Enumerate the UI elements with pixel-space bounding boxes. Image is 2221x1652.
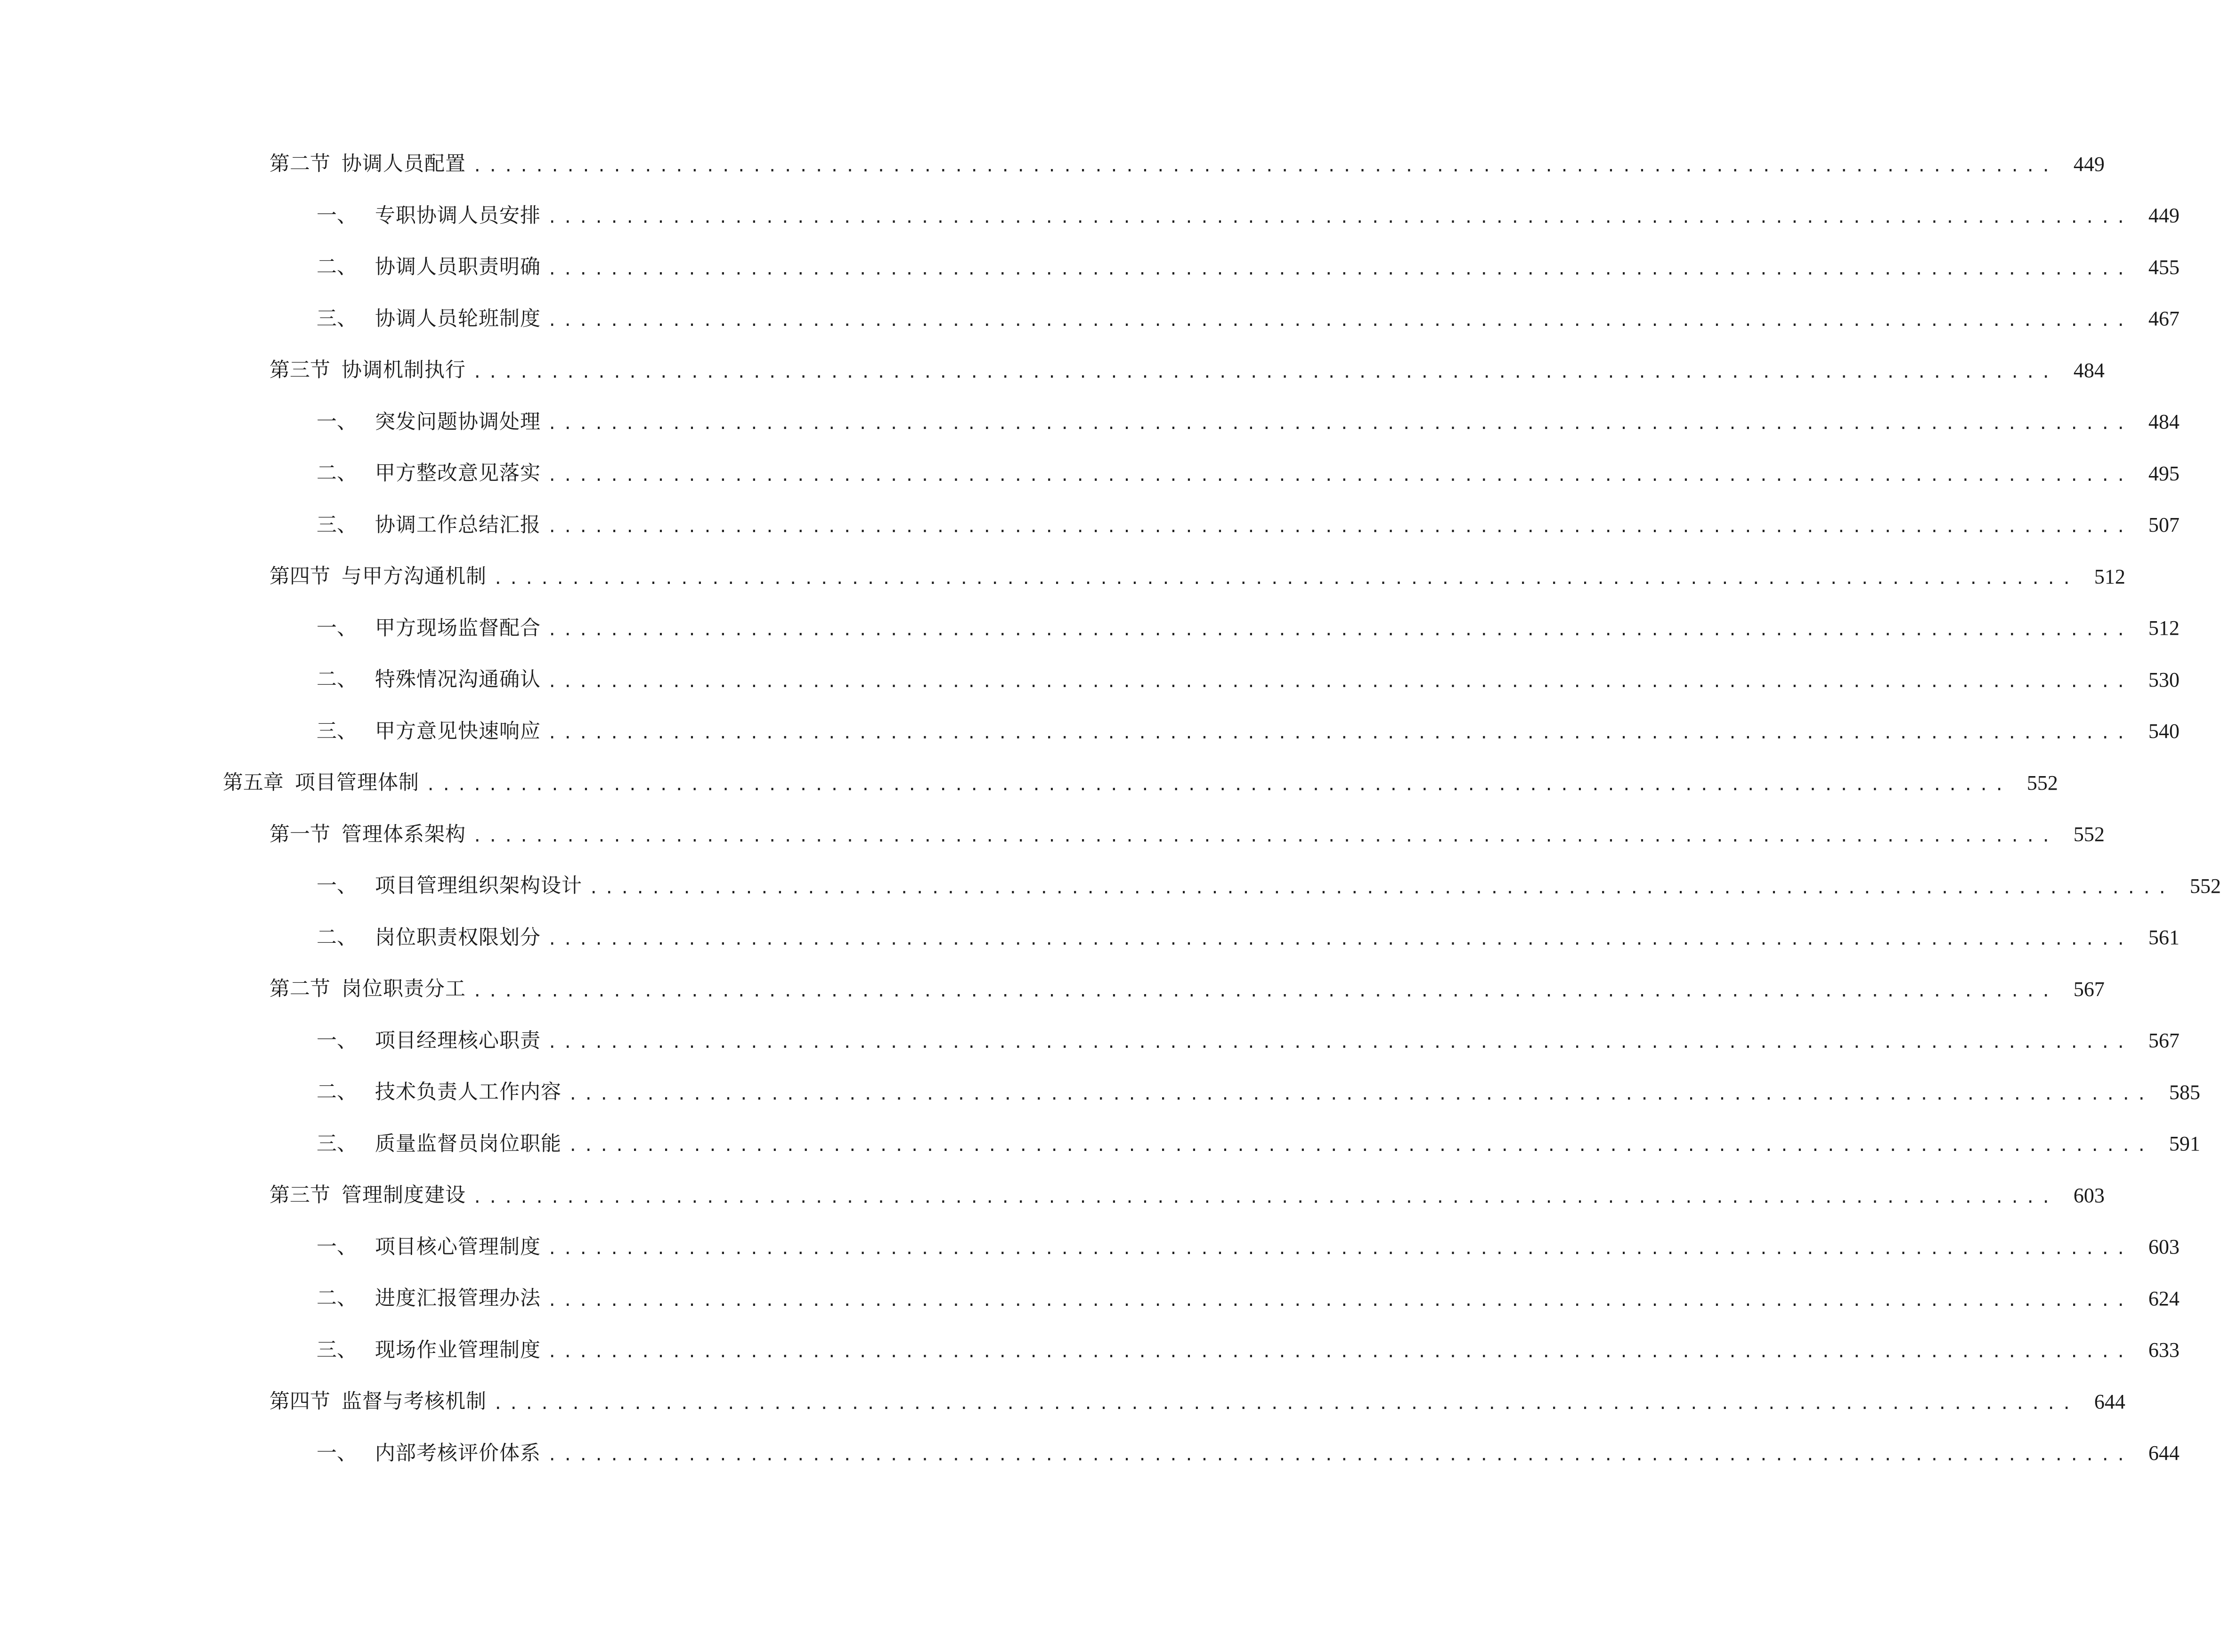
toc-entry-title: 协调人员轮班制度 (375, 307, 541, 331)
toc-entry-number: 第三节 (269, 358, 330, 382)
dot-leader: ...................................................................................................... (589, 878, 2173, 898)
dot-leader: ...................................................................................................... (547, 518, 2132, 537)
toc-entry-page: 585 (2169, 1080, 2200, 1104)
toc-entry-page: 624 (2148, 1287, 2180, 1310)
toc-entry[interactable] (0, 706, 2180, 758)
dot-leader: ...................................................................................................... (547, 930, 2132, 949)
toc-entry-number: 第三节 (269, 1183, 330, 1207)
toc-entry-number: 第二节 (269, 152, 330, 176)
toc-entry-title: 管理体系架构 (342, 822, 466, 846)
dot-leader: ...................................................................................................... (493, 569, 2077, 588)
toc-entry-page: 552 (2073, 823, 2105, 846)
toc-entry-number: 三、 (317, 307, 357, 331)
toc-entry-page: 644 (2148, 1441, 2180, 1465)
toc-entry-number: 二、 (317, 462, 357, 486)
dot-leader: ...................................................................................................... (472, 363, 2057, 382)
toc-entry[interactable] (0, 190, 2180, 242)
toc-entry-number: 一、 (317, 616, 357, 640)
dot-leader: ...................................................................................................... (547, 1033, 2132, 1053)
toc-entry-title: 项目核心管理制度 (375, 1235, 541, 1259)
toc-entry-page: 603 (2148, 1235, 2180, 1259)
toc-entry-number: 二、 (317, 1080, 357, 1104)
toc-entry-title: 质量监督员岗位职能 (375, 1132, 561, 1156)
toc-entry-page: 552 (2026, 771, 2058, 794)
toc-entry[interactable] (0, 1170, 2105, 1222)
dot-leader: ...................................................................................................... (547, 259, 2132, 279)
toc-entry-page: 449 (2148, 204, 2180, 227)
toc-entry[interactable] (0, 603, 2180, 655)
toc-entry-page: 552 (2189, 874, 2221, 898)
dot-leader: ...................................................................................................... (472, 156, 2057, 176)
toc-entry-page: 561 (2148, 926, 2180, 949)
toc-entry-number: 二、 (317, 255, 357, 279)
toc-entry-page: 512 (2094, 565, 2125, 588)
toc-entry[interactable] (0, 1273, 2180, 1325)
toc-entry[interactable] (0, 1222, 2180, 1273)
toc-entry-title: 内部考核评价体系 (375, 1441, 541, 1465)
toc-entry-title: 协调工作总结汇报 (375, 513, 541, 537)
dot-leader: ...................................................................................................... (568, 1136, 2152, 1156)
toc-entry-number: 二、 (317, 668, 357, 692)
toc-entry-title: 甲方现场监督配合 (375, 616, 541, 640)
toc-entry-title: 协调人员职责明确 (375, 255, 541, 279)
toc-entry-number: 三、 (317, 1338, 357, 1362)
toc-entry[interactable] (0, 809, 2105, 861)
toc-entry[interactable] (0, 654, 2180, 706)
toc-entry-number: 第一节 (269, 822, 330, 846)
toc-entry[interactable] (0, 138, 2105, 190)
dot-leader: ...................................................................................................... (547, 724, 2132, 743)
toc-entry-number: 一、 (317, 203, 357, 227)
toc-entry[interactable] (0, 912, 2180, 964)
dot-leader: ...................................................................................................... (547, 672, 2132, 691)
toc-entry[interactable] (0, 397, 2180, 448)
table-of-contents (0, 138, 2221, 1479)
dot-leader: ...................................................................................................... (547, 466, 2132, 485)
toc-entry-title: 突发问题协调处理 (375, 410, 541, 434)
toc-entry-title: 项目管理体制 (295, 771, 419, 795)
dot-leader: ...................................................................................................... (547, 1291, 2132, 1310)
toc-entry-title: 协调人员配置 (342, 152, 466, 176)
toc-entry-number: 第四节 (269, 1390, 330, 1414)
toc-entry-page: 567 (2148, 1029, 2180, 1053)
toc-entry-title: 岗位职责分工 (342, 977, 466, 1001)
dot-leader: ...................................................................................................... (547, 1446, 2132, 1465)
toc-entry[interactable] (0, 1428, 2180, 1480)
toc-entry-number: 一、 (317, 1028, 357, 1053)
toc-entry-title: 现场作业管理制度 (375, 1338, 541, 1362)
toc-entry[interactable] (0, 1118, 2200, 1170)
toc-entry[interactable] (0, 293, 2180, 345)
dot-leader: ...................................................................................................... (426, 775, 2010, 794)
dot-leader: ...................................................................................................... (547, 1343, 2132, 1362)
dot-leader: ...................................................................................................... (547, 311, 2132, 331)
toc-entry-title: 项目经理核心职责 (375, 1028, 541, 1053)
toc-entry-number: 二、 (317, 1287, 357, 1311)
toc-entry-number: 一、 (317, 410, 357, 434)
toc-entry[interactable] (0, 757, 2058, 809)
toc-entry-page: 603 (2073, 1183, 2105, 1207)
toc-entry[interactable] (0, 500, 2180, 551)
toc-entry-title: 协调机制执行 (342, 358, 466, 382)
toc-entry-title: 甲方意见快速响应 (375, 719, 541, 743)
toc-entry-page: 495 (2148, 462, 2180, 485)
toc-entry-number: 三、 (317, 513, 357, 537)
toc-entry-title: 监督与考核机制 (342, 1390, 487, 1414)
toc-entry-page: 633 (2148, 1338, 2180, 1362)
toc-entry-title: 项目管理组织架构设计 (375, 874, 582, 898)
toc-entry-title: 特殊情况沟通确认 (375, 668, 541, 692)
dot-leader: ...................................................................................................... (472, 981, 2057, 1001)
toc-entry-number: 二、 (317, 925, 357, 949)
toc-entry-title: 岗位职责权限划分 (375, 925, 541, 949)
toc-entry-page: 467 (2148, 307, 2180, 331)
toc-entry-title: 管理制度建设 (342, 1183, 466, 1207)
toc-entry-page: 507 (2148, 513, 2180, 537)
toc-entry[interactable] (0, 1325, 2180, 1377)
toc-entry-number: 一、 (317, 1441, 357, 1465)
toc-entry-title: 与甲方沟通机制 (342, 565, 487, 589)
toc-entry-number: 一、 (317, 1235, 357, 1259)
dot-leader: ...................................................................................................... (547, 1239, 2132, 1259)
dot-leader: ...................................................................................................... (472, 1188, 2057, 1207)
toc-entry[interactable] (0, 448, 2180, 500)
toc-entry-page: 484 (2148, 410, 2180, 434)
toc-entry-number: 三、 (317, 719, 357, 743)
toc-entry-title: 进度汇报管理办法 (375, 1287, 541, 1311)
toc-entry-number: 第四节 (269, 565, 330, 589)
toc-entry-number: 三、 (317, 1132, 357, 1156)
toc-entry-page: 449 (2073, 152, 2105, 176)
toc-entry[interactable] (0, 964, 2105, 1015)
dot-leader: ...................................................................................................... (547, 621, 2132, 640)
dot-leader: ...................................................................................................... (568, 1085, 2152, 1104)
toc-entry[interactable] (0, 1376, 2125, 1428)
toc-entry[interactable] (0, 551, 2125, 603)
toc-entry-page: 591 (2169, 1132, 2200, 1156)
toc-entry-title: 甲方整改意见落实 (375, 462, 541, 486)
toc-entry[interactable] (0, 1015, 2180, 1067)
toc-entry-page: 484 (2073, 358, 2105, 382)
toc-entry-page: 644 (2094, 1390, 2125, 1413)
dot-leader: ...................................................................................................... (493, 1394, 2077, 1413)
toc-entry-page: 567 (2073, 977, 2105, 1001)
toc-entry-page: 455 (2148, 255, 2180, 279)
toc-entry-title: 技术负责人工作内容 (375, 1080, 561, 1104)
dot-leader: ...................................................................................................... (472, 827, 2057, 846)
toc-entry[interactable] (0, 242, 2180, 293)
toc-entry-page: 512 (2148, 616, 2180, 640)
toc-entry-number: 第五章 (223, 771, 284, 795)
toc-entry-number: 一、 (317, 874, 357, 898)
toc-entry-number: 第二节 (269, 977, 330, 1001)
dot-leader: ...................................................................................................... (547, 414, 2132, 434)
toc-entry-page: 540 (2148, 720, 2180, 743)
toc-entry[interactable] (0, 860, 2221, 912)
toc-entry-page: 530 (2148, 668, 2180, 691)
dot-leader: ...................................................................................................... (547, 208, 2132, 227)
toc-entry[interactable] (0, 1067, 2200, 1118)
toc-entry-title: 专职协调人员安排 (375, 203, 541, 227)
toc-entry[interactable] (0, 345, 2105, 397)
